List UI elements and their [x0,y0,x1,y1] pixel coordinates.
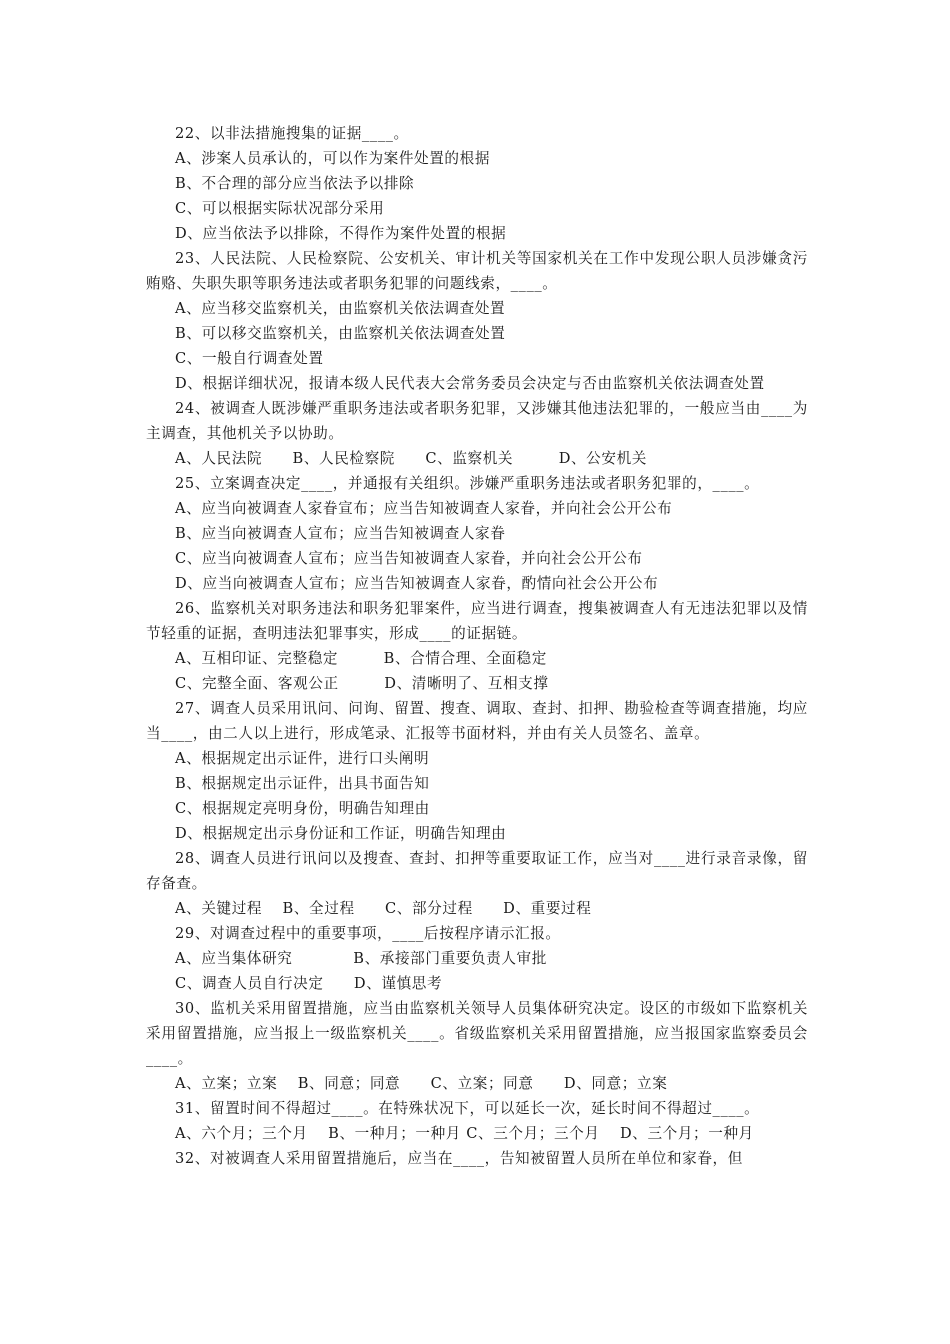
option-line: C、调查人员自行决定 D、谨慎思考 [175,975,443,992]
option-line: B、不合理的部分应当依法予以排除 [175,175,415,192]
question-28: 28、调查人员进行讯问以及搜查、查封、扣押等重要取证工作，应当对____进行录音录像，留存备查。 [146,850,808,892]
option-line: B、根据规定出示证件，出具书面告知 [175,775,430,792]
option-line: B、可以移交监察机关，由监察机关依法调查处置 [175,325,506,342]
option-line: A、关键过程 B、全过程 C、部分过程 D、重要过程 [175,900,592,917]
option-line: C、完整全面、客观公正 D、清晰明了、互相支撑 [175,675,549,692]
question-32: 32、对被调查人采用留置措施后，应当在____，告知被留置人员所在单位和家眷，但 [175,1150,743,1167]
question-23: 23、人民法院、人民检察院、公安机关、审计机关等国家机关在工作中发现公职人员涉嫌贪污贿赂、失职失职等职务违法或者职务犯罪的问题线索，____。 [146,250,808,292]
question-22: 22、以非法措施搜集的证据____。 [175,125,409,142]
option-line: D、应当向被调查人宣布；应当告知被调查人家眷，酌情向社会公开公布 [175,575,659,592]
question-30: 30、监机关采用留置措施，应当由监察机关领导人员集体研究决定。设区的市级如下监察机关采用留置措施，应当报上一级监察机关____。省级监察机关采用留置措施，应当报国家监察委员会____。 [146,1000,808,1067]
question-26: 26、监察机关对职务违法和职务犯罪案件，应当进行调查，搜集被调查人有无违法犯罪以及情节轻重的证据，查明违法犯罪事实，形成____的证据链。 [146,600,808,642]
option-line-wrapped: D、根据详细状况，报请本级人民代表大会常务委员会决定与否由监察机关依法调查处置 [175,375,765,392]
question-27: 27、调查人员采用讯问、问询、留置、搜查、调取、查封、扣押、勘验检查等调查措施，均应当____，由二人以上进行，形成笔录、汇报等书面材料，并由有关人员签名、盖章。 [146,700,808,742]
option-line: C、一般自行调查处置 [175,350,324,367]
question-31: 31、留置时间不得超过____。在特殊状况下，可以延长一次，延长时间不得超过____。 [175,1100,760,1117]
question-29: 29、对调查过程中的重要事项，____后按程序请示汇报。 [175,925,561,942]
question-25: 25、立案调查决定____，并通报有关组织。涉嫌严重职务违法或者职务犯罪的，____。 [175,475,760,492]
option-line: C、根据规定亮明身份，明确告知理由 [175,800,430,817]
option-line: A、应当集体研究 B、承接部门重要负责人审批 [175,950,547,967]
option-line: D、根据规定出示身份证和工作证，明确告知理由 [175,825,507,842]
option-line: C、可以根据实际状况部分采用 [175,200,385,217]
option-line: D、应当依法予以排除，不得作为案件处置的根据 [175,225,507,242]
question-24: 24、被调查人既涉嫌严重职务违法或者职务犯罪，又涉嫌其他违法犯罪的，一般应当由____为主调查，其他机关予以协助。 [146,400,808,442]
option-line: A、互相印证、完整稳定 B、合情合理、全面稳定 [175,650,547,667]
option-line: A、六个月；三个月 B、一种月；一种月 C、三个月；三个月 D、三个月；一种月 [175,1125,754,1142]
document-page [146,121,808,1171]
option-line: A、人民法院 B、人民检察院 C、监察机关 D、公安机关 [175,450,647,467]
option-line: A、涉案人员承认的，可以作为案件处置的根据 [175,150,491,167]
option-line: A、立案；立案 B、同意；同意 C、立案；同意 D、同意；立案 [175,1075,668,1092]
option-line: B、应当向被调查人宣布；应当告知被调查人家眷 [175,525,506,542]
option-line: A、根据规定出示证件，进行口头阐明 [175,750,430,767]
option-line: C、应当向被调查人宣布；应当告知被调查人家眷，并向社会公开公布 [175,550,643,567]
option-line: A、应当向被调查人家眷宣布；应当告知被调查人家眷，并向社会公开公布 [175,500,673,517]
option-line: A、应当移交监察机关，由监察机关依法调查处置 [175,300,506,317]
